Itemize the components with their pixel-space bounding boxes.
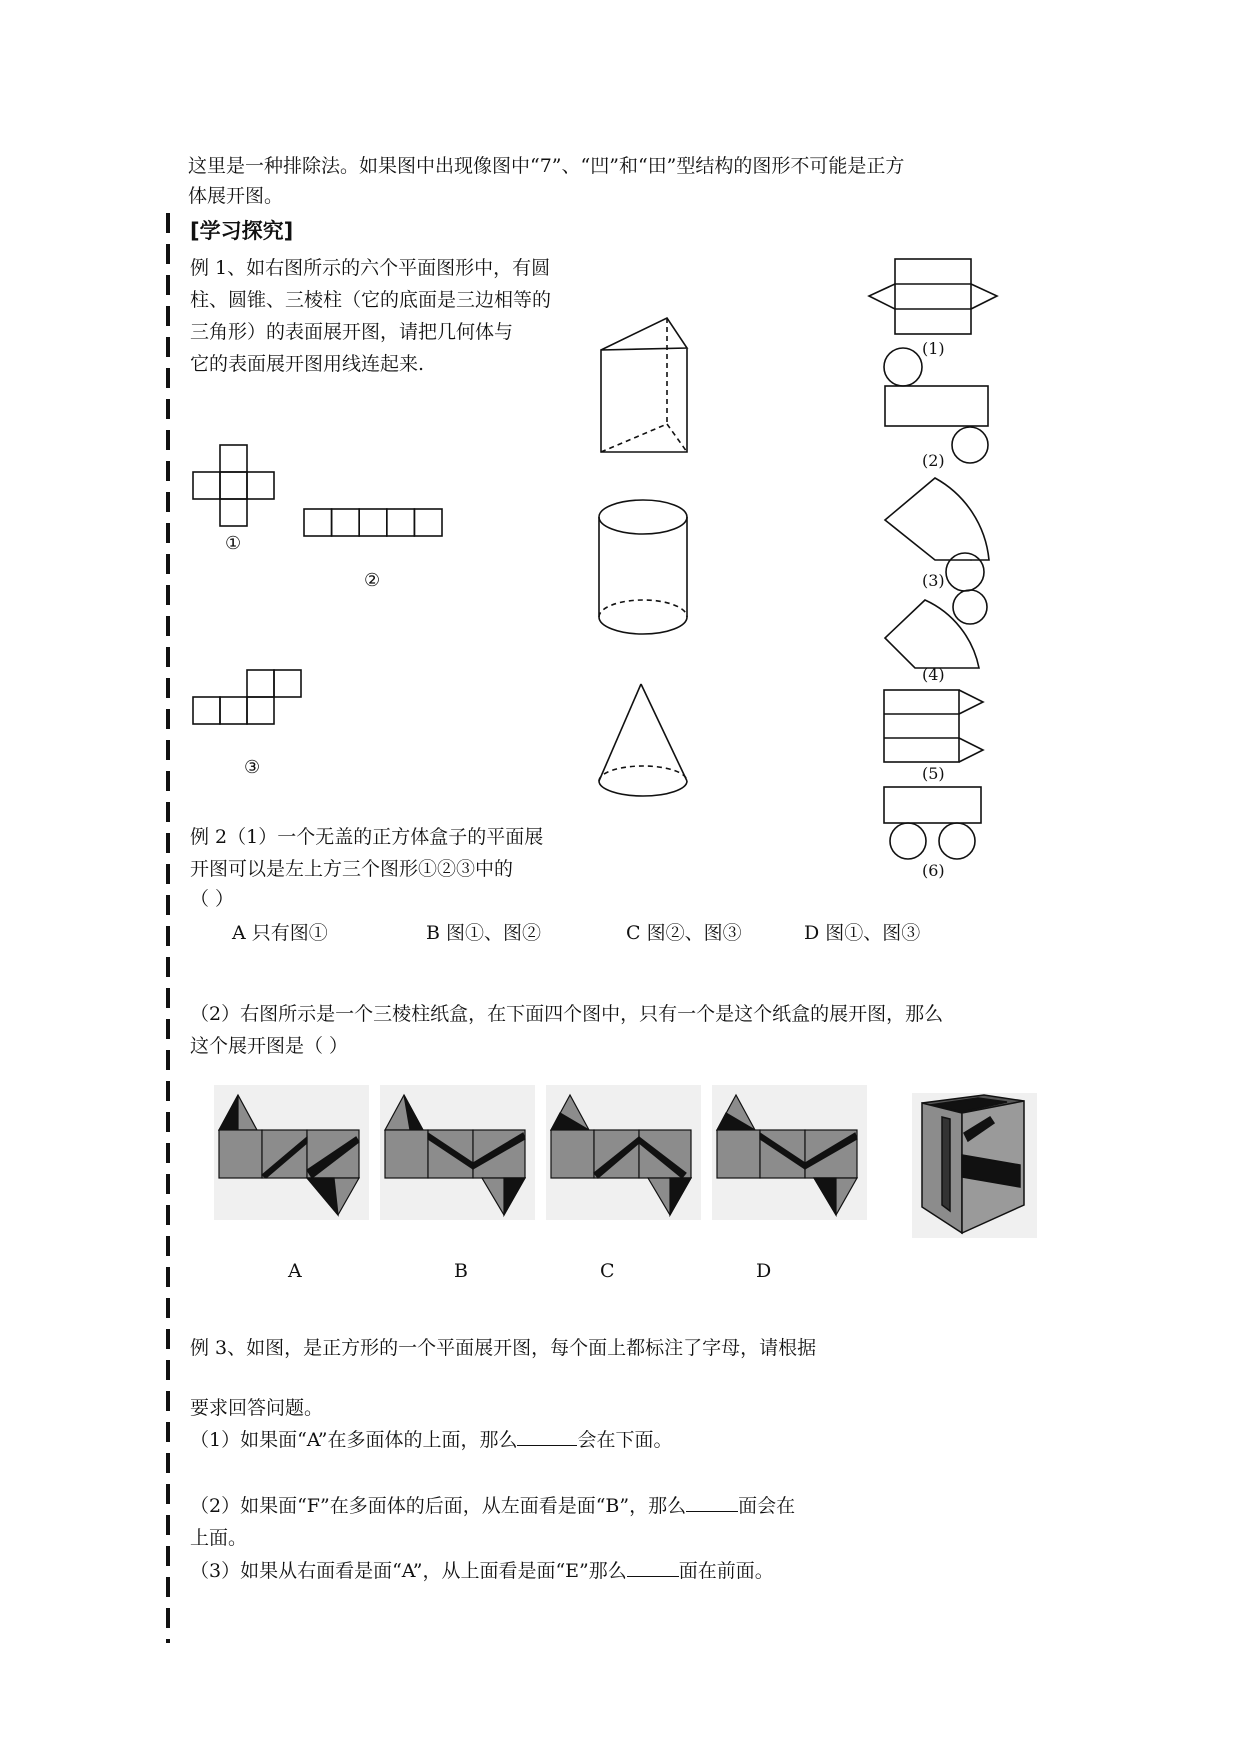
cone-figure [595,680,695,810]
example1-line-3: 三角形）的表面展开图，请把几何体与 [190,321,514,343]
example2-part2-line-1: （2）右图所示是一个三棱柱纸盒，在下面四个图中，只有一个是这个纸盒的展开图，那么 [190,1003,944,1025]
prism-net-choice-c [546,1085,701,1220]
surface-net-label-6: (6) [922,861,945,880]
example3-question-3 [190,1556,774,1586]
surface-net-4 [875,588,1005,673]
choice-label-d: D [756,1260,772,1282]
question-3-prefix: （3）如果从右面看是面“A”，从上面看是面“E”那么 [190,1560,627,1582]
surface-net-5 [880,686,990,766]
cylinder-figure [595,495,695,640]
cube-net-3 [190,666,310,736]
cube-net-label-1: ① [225,533,242,554]
surface-net-label-3: (3) [922,571,945,590]
cube-net-1 [190,440,280,530]
example1-line-1: 例 1、如右图所示的六个平面图形中，有圆 [190,257,551,279]
surface-net-label-2: (2) [922,451,945,470]
option-d[interactable]: D 图①、图③ [804,922,921,944]
example3-question-1 [190,1425,672,1455]
prism-net-choice-a [214,1085,369,1220]
choice-label-c: C [600,1260,615,1282]
cube-net-label-2: ② [364,570,381,591]
surface-net-6 [880,783,990,863]
binding-dash-line [166,213,170,1643]
question-1-suffix: 会在下面。 [577,1429,673,1451]
prism-net-choice-d [712,1085,867,1220]
cube-net-label-3: ③ [244,757,261,778]
answer-blank-1[interactable] [517,1427,577,1446]
prism-box-figure [912,1093,1037,1238]
section-title: [学习探究] [190,219,294,243]
surface-net-label-5: (5) [922,764,945,783]
answer-blank-3[interactable] [627,1558,679,1577]
surface-net-1 [865,255,1010,340]
example2-part2-line-2: 这个展开图是（ ） [190,1035,349,1057]
surface-net-3 [875,470,1005,580]
question-2-suffix: 面会在 [738,1495,796,1517]
question-2-prefix: （2）如果面“F”在多面体的后面，从左面看是面“B”，那么 [190,1495,687,1517]
example2-part1-line-2: 开图可以是左上方三个图形①②③中的 [190,858,514,880]
answer-blank-2[interactable] [686,1493,738,1512]
surface-net-label-4: (4) [922,665,945,684]
example2-part1-line-3: （ ） [190,888,235,910]
example2-part1-line-1: 例 2（1）一个无盖的正方体盒子的平面展 [190,826,544,848]
example3-line-1: 例 3、如图，是正方形的一个平面展开图，每个面上都标注了字母，请根据 [190,1337,817,1359]
intro-line-1: 这里是一种排除法。如果图中出现像图中“7”、“凹”和“田”型结构的图形不可能是正方 [188,155,905,177]
option-b[interactable]: B 图①、图② [426,922,542,944]
choice-label-b: B [454,1260,468,1282]
choice-label-a: A [288,1260,302,1282]
triangular-prism-figure [595,310,695,460]
question-1-prefix: （1）如果面“A”在多面体的上面，那么 [190,1429,518,1451]
option-a[interactable]: A 只有图① [232,922,328,944]
example1-line-2: 柱、圆锥、三棱柱（它的底面是三边相等的 [190,289,552,311]
option-c[interactable]: C 图②、图③ [626,922,742,944]
example3-question-2-line-2: 上面。 [190,1527,248,1549]
intro-line-2: 体展开图。 [188,185,284,207]
example3-line-2: 要求回答问题。 [190,1397,324,1419]
prism-net-choice-b [380,1085,535,1220]
surface-net-label-1: (1) [922,339,945,358]
question-3-suffix: 面在前面。 [678,1560,774,1582]
example1-line-4: 它的表面展开图用线连起来. [190,353,425,375]
example3-question-2 [190,1491,795,1521]
surface-net-2 [875,345,995,460]
cube-net-2 [300,505,450,545]
